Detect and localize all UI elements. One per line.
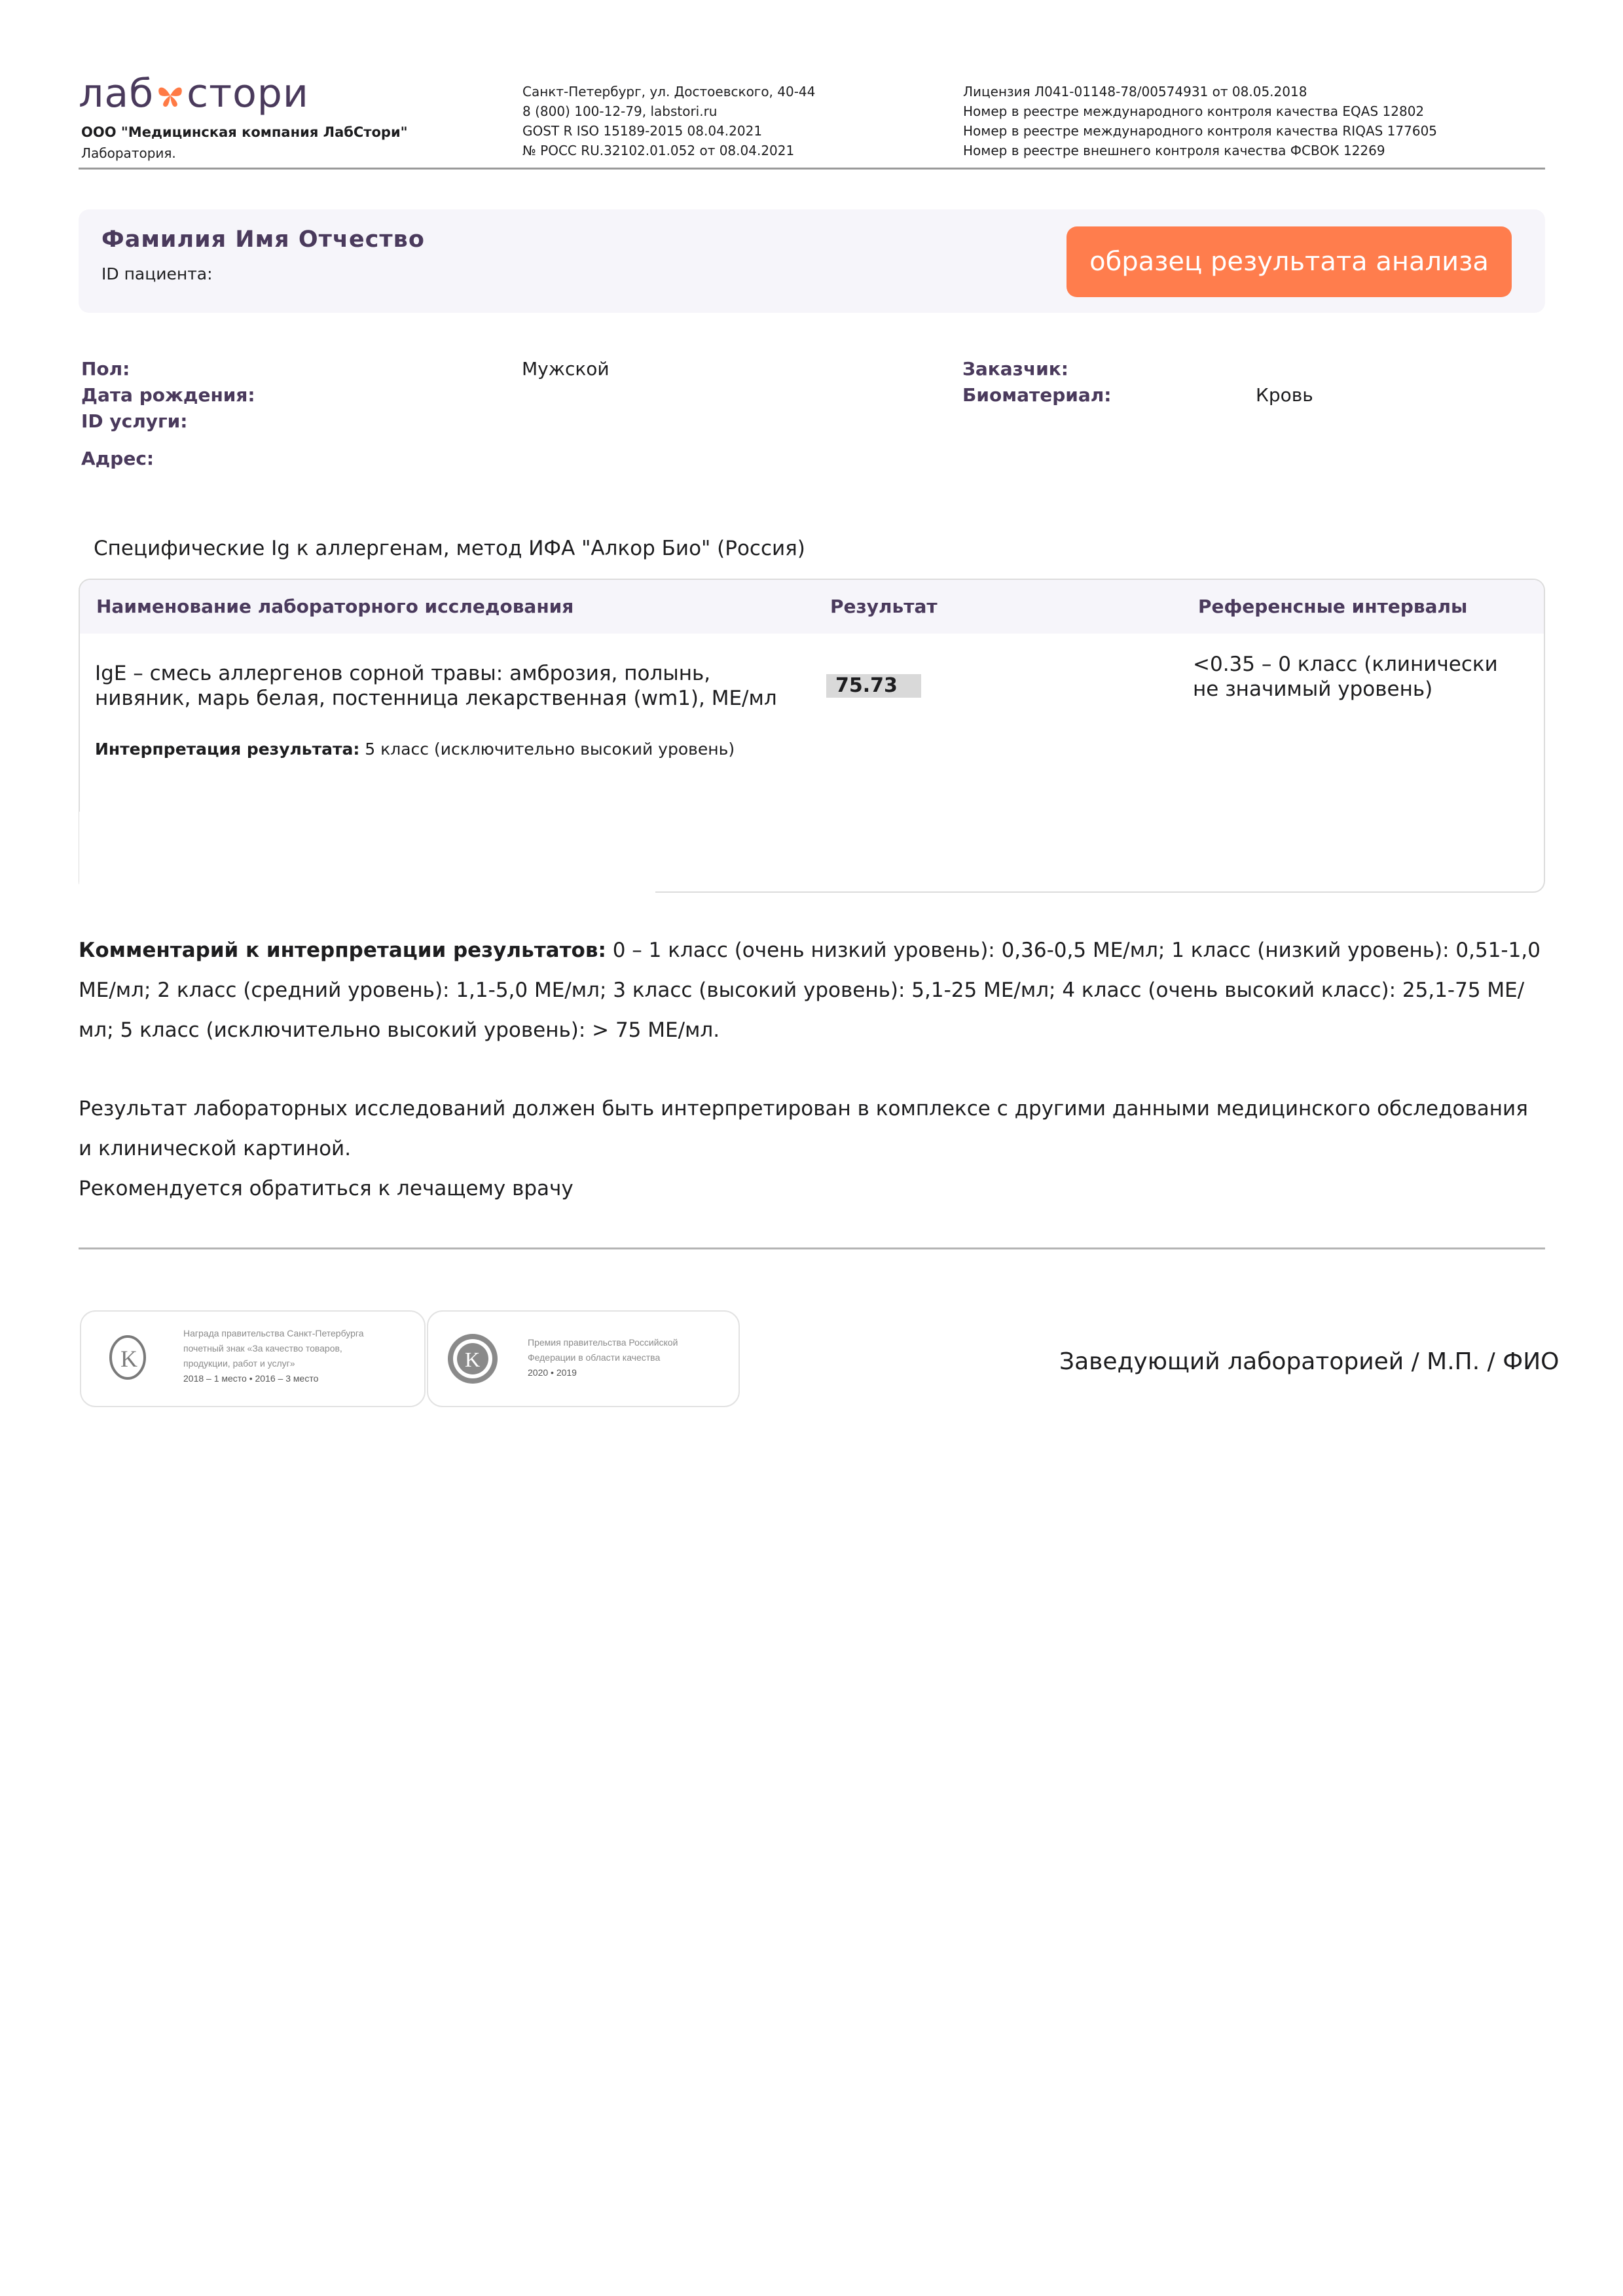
result-interpretation [95, 740, 735, 759]
customer-label: Заказчик: [962, 358, 1068, 380]
svg-text:K: K [465, 1348, 481, 1371]
section-title: Специфические Ig к аллергенам, метод ИФА "Алкор Био" (Россия) [94, 537, 805, 560]
award1-line: 2018 – 1 место • 2016 – 3 место [183, 1373, 319, 1384]
contact-line: Санкт-Петербург, ул. Достоевского, 40-44 [522, 84, 816, 99]
column-header-name: Наименование лабораторного исследования [96, 596, 574, 617]
quality-seal-icon [445, 1330, 500, 1388]
table-border-gap [79, 812, 655, 894]
biomaterial-label: Биоматериал: [962, 384, 1112, 406]
award-badge-rf [427, 1310, 740, 1407]
address-label: Адрес: [81, 448, 155, 469]
contact-line: № РОСС RU.32102.01.052 от 08.04.2021 [522, 143, 795, 158]
award-badge-spb [80, 1310, 426, 1407]
award2-text [528, 1335, 678, 1380]
signature-line: Заведующий лабораторией / М.П. / ФИО [1059, 1348, 1559, 1375]
contact-line: GOST R ISO 15189-2015 08.04.2021 [522, 123, 763, 139]
contact-line: 8 (800) 100-12-79, labstori.ru [522, 103, 718, 119]
biomaterial-value: Кровь [1256, 384, 1313, 406]
license-line: Номер в реестре международного контроля качества RIQAS 177605 [963, 123, 1438, 139]
company-logo [79, 71, 309, 117]
award1-line: почетный знак «За качество товаров, [183, 1343, 342, 1354]
award2-line: Федерации в области качества [528, 1352, 661, 1363]
license-block [963, 82, 1437, 160]
svg-text:K: K [120, 1346, 137, 1372]
disclaimer-text: Результат лабораторных исследований должен быть интерпретирован в комплексе с другими данными медицинского обследования и клинической картиной. [79, 1097, 1528, 1160]
award1-text [183, 1326, 364, 1386]
recommendation-text: Рекомендуется обратиться к лечащему врачу [79, 1177, 574, 1200]
service-id-label: ID услуги: [81, 410, 188, 432]
award1-line: продукции, работ и услуг» [183, 1358, 295, 1369]
butterfly-icon [155, 81, 185, 111]
birth-date-label: Дата рождения: [81, 384, 255, 406]
test-name: IgE – смесь аллергенов сорной травы: амброзия, полынь, нивяник, марь белая, постенница лекарственная (wm1), МЕ/мл [95, 662, 777, 710]
interpretation-comment [79, 931, 1545, 1050]
comment-text: 0 – 1 класс (очень низкий уровень): 0,36-0,5 МЕ/мл; 1 класс (низкий уровень): 0,51-1,0 МЕ/мл; 2 класс (средний уровень): 1,1-5,0 МЕ/мл; 3 класс (высокий уровень): 5,1-25 МЕ/мл; 4 класс (очень высокий класс): 25,1-75 МЕ/мл; 5 класс (исключительно высокий уровень): > 75 МЕ/мл. [79, 939, 1541, 1042]
sample-badge: образец результата анализа [1067, 226, 1512, 297]
company-name: ООО "Медицинская компания ЛабСтори" [81, 124, 408, 140]
column-header-result: Результат [830, 596, 938, 617]
company-subtitle: Лаборатория. [81, 145, 176, 161]
license-line: Номер в реестре внешнего контроля качества ФСВОК 12269 [963, 143, 1385, 158]
interpretation-label: Интерпретация результата: [95, 740, 360, 759]
reference-interval: <0.35 – 0 класс (клинически не значимый уровень) [1193, 653, 1498, 701]
license-line: Лицензия Л041-01148-78/00574931 от 08.05.2018 [963, 84, 1307, 99]
award2-line: Премия правительства Российской [528, 1337, 678, 1348]
patient-id-label: ID пациента: [101, 264, 213, 283]
column-header-reference: Референсные интервалы [1198, 596, 1468, 617]
logo-text-part2: стори [187, 71, 309, 117]
patient-name: Фамилия Имя Отчество [101, 226, 425, 253]
sex-value: Мужской [522, 358, 610, 380]
comment-label: Комментарий к интерпретации результатов: [79, 939, 606, 962]
interpretation-value: 5 класс (исключительно высокий уровень) [359, 740, 735, 759]
contact-block [522, 82, 815, 160]
quality-k-icon [106, 1331, 149, 1386]
footer-divider [79, 1247, 1545, 1249]
result-value: 75.73 [826, 674, 921, 698]
license-line: Номер в реестре международного контроля качества EQAS 12802 [963, 103, 1425, 119]
award1-line: Награда правительства Санкт-Петербурга [183, 1328, 364, 1338]
sex-label: Пол: [81, 358, 130, 380]
logo-text-part1: лаб [79, 71, 155, 117]
header-divider [79, 168, 1545, 170]
award2-line: 2020 • 2019 [528, 1367, 577, 1378]
